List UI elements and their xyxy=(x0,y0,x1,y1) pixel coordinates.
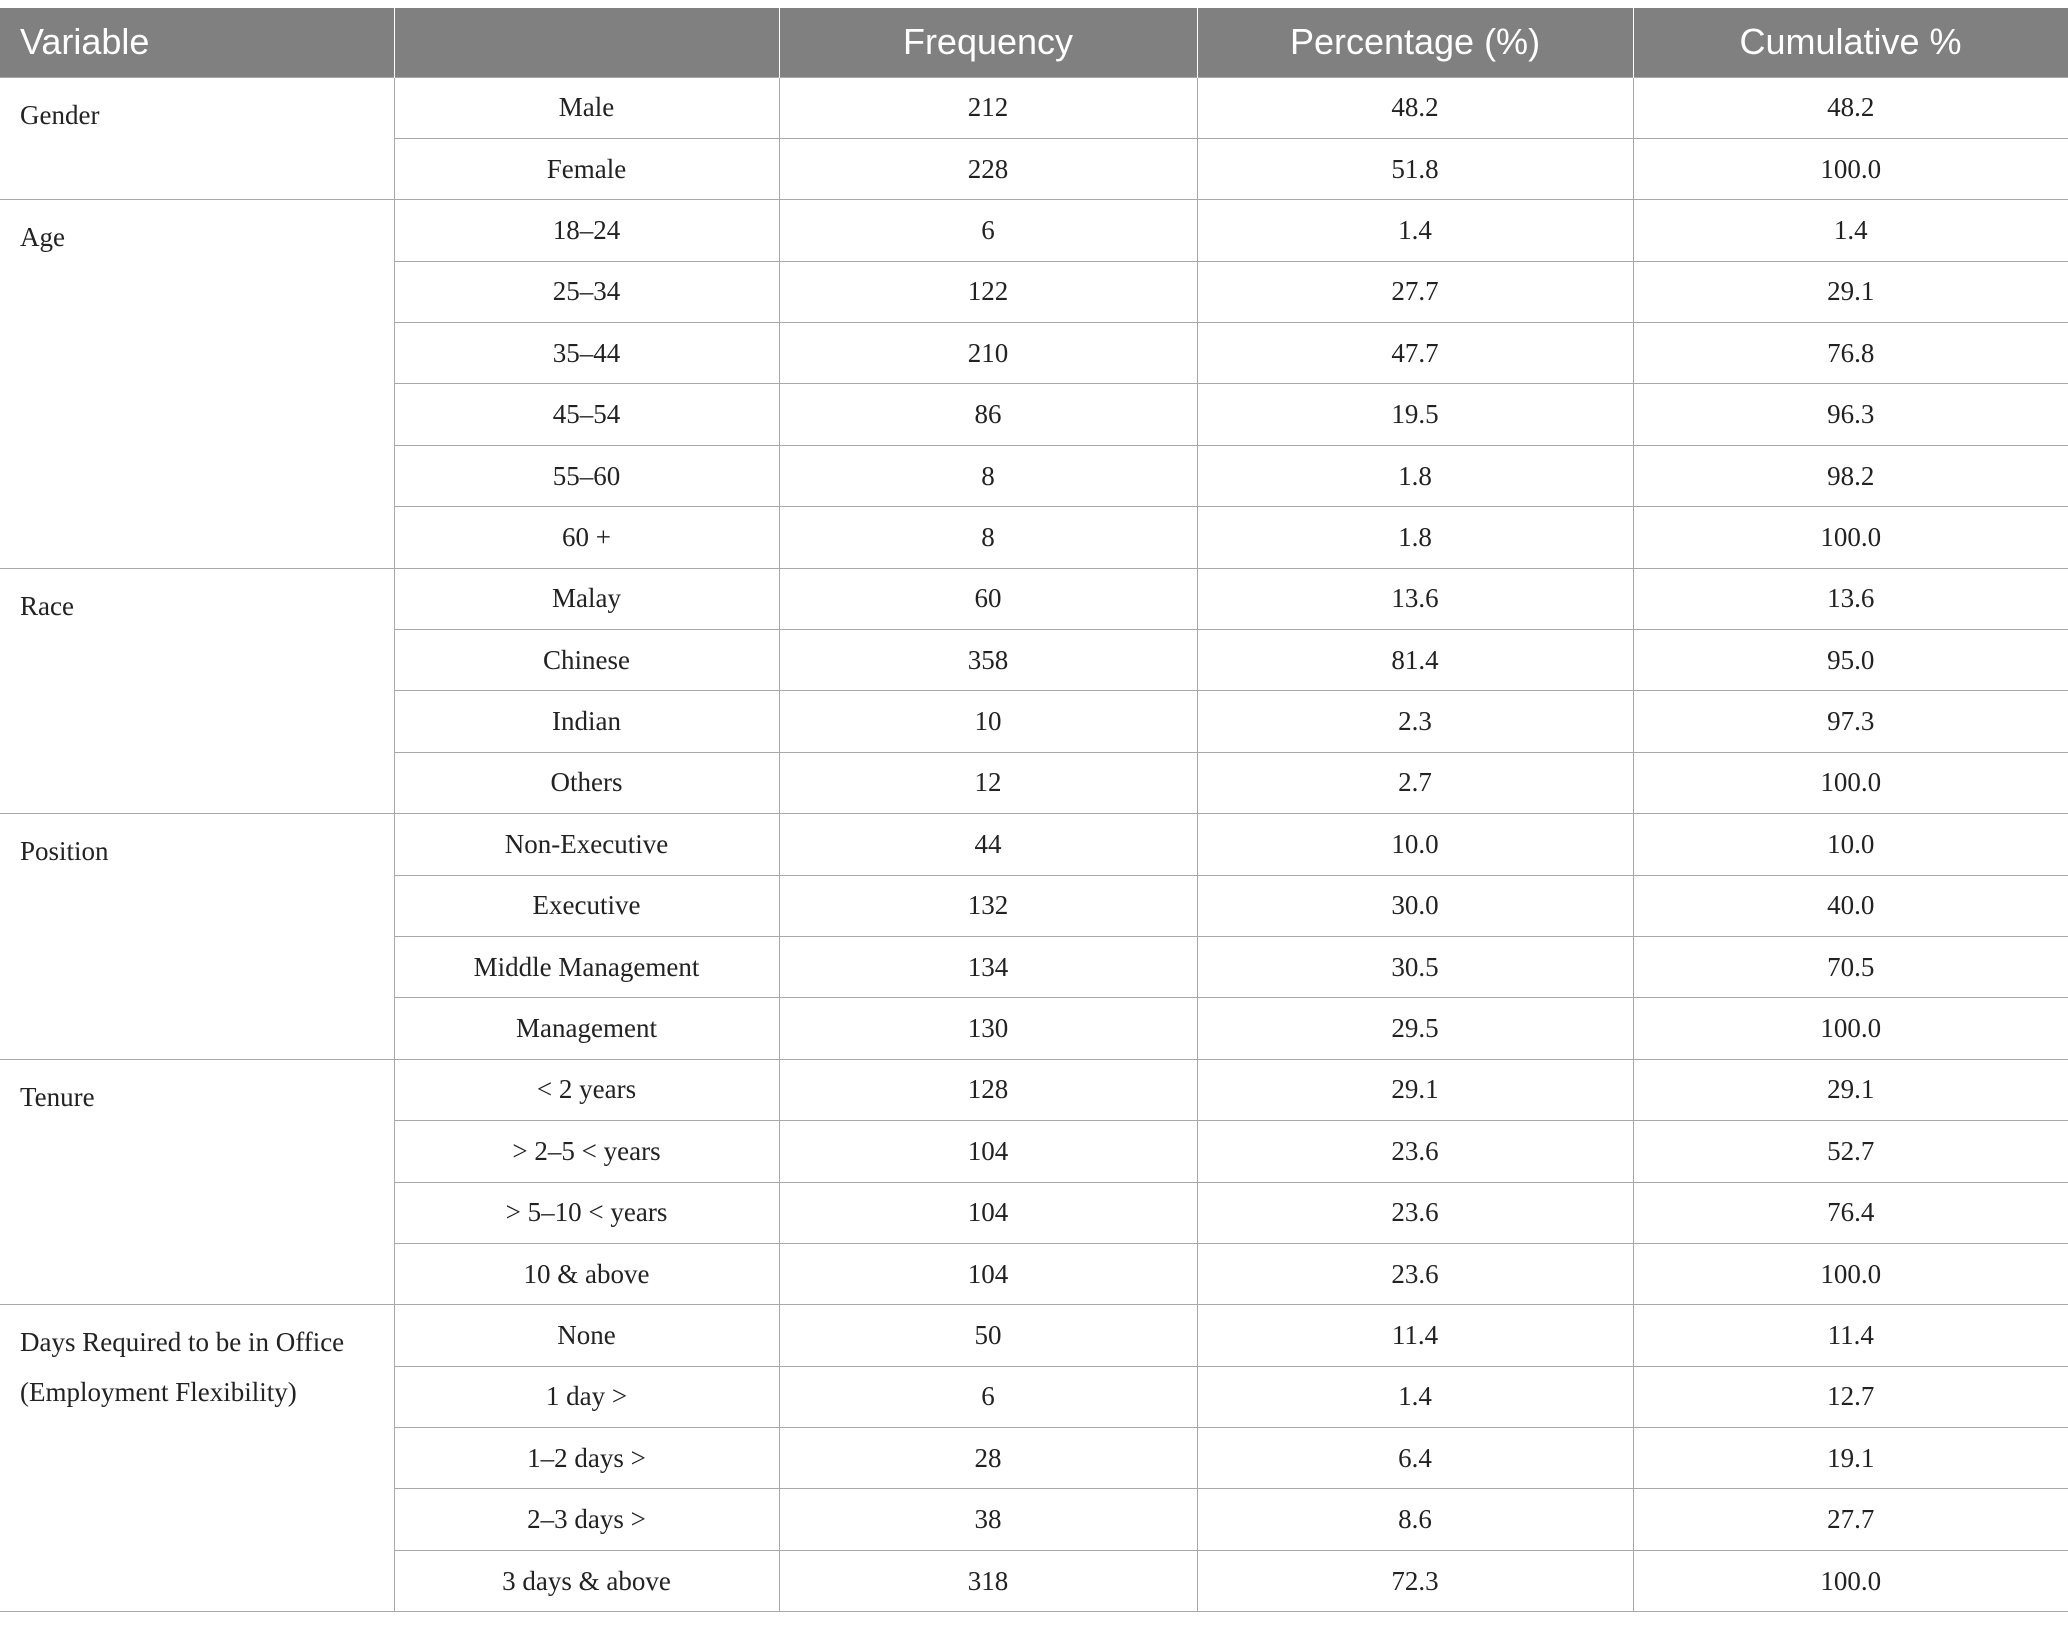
cumulative-cell: 95.0 xyxy=(1633,630,2068,691)
frequency-cell: 318 xyxy=(779,1550,1197,1611)
category-cell: 55–60 xyxy=(394,445,779,506)
cumulative-cell: 27.7 xyxy=(1633,1489,2068,1550)
category-cell: Male xyxy=(394,77,779,138)
category-cell: 45–54 xyxy=(394,384,779,445)
cumulative-cell: 96.3 xyxy=(1633,384,2068,445)
cumulative-cell: 40.0 xyxy=(1633,875,2068,936)
percentage-cell: 1.8 xyxy=(1197,445,1633,506)
header-frequency: Frequency xyxy=(779,8,1197,77)
header-cumulative: Cumulative % xyxy=(1633,8,2068,77)
variable-cell: Age xyxy=(0,200,394,568)
frequency-cell: 130 xyxy=(779,998,1197,1059)
percentage-cell: 13.6 xyxy=(1197,568,1633,629)
table-row xyxy=(0,568,2068,629)
frequency-cell: 104 xyxy=(779,1121,1197,1182)
frequency-cell: 104 xyxy=(779,1243,1197,1304)
cumulative-cell: 29.1 xyxy=(1633,1059,2068,1120)
frequency-cell: 44 xyxy=(779,814,1197,875)
variable-cell: Days Required to be in Office (Employment Flexibility) xyxy=(0,1305,394,1612)
demographics-table xyxy=(0,8,2068,1612)
cumulative-cell: 98.2 xyxy=(1633,445,2068,506)
category-cell: Management xyxy=(394,998,779,1059)
frequency-cell: 50 xyxy=(779,1305,1197,1366)
category-cell: 3 days & above xyxy=(394,1550,779,1611)
category-cell: 1–2 days > xyxy=(394,1428,779,1489)
frequency-cell: 86 xyxy=(779,384,1197,445)
frequency-cell: 60 xyxy=(779,568,1197,629)
table-row xyxy=(0,1305,2068,1366)
percentage-cell: 2.7 xyxy=(1197,752,1633,813)
frequency-cell: 122 xyxy=(779,261,1197,322)
header-category xyxy=(394,8,779,77)
cumulative-cell: 76.8 xyxy=(1633,323,2068,384)
cumulative-cell: 29.1 xyxy=(1633,261,2068,322)
percentage-cell: 29.1 xyxy=(1197,1059,1633,1120)
percentage-cell: 11.4 xyxy=(1197,1305,1633,1366)
category-cell: Executive xyxy=(394,875,779,936)
frequency-cell: 8 xyxy=(779,507,1197,568)
category-cell: 25–34 xyxy=(394,261,779,322)
percentage-cell: 2.3 xyxy=(1197,691,1633,752)
percentage-cell: 1.4 xyxy=(1197,200,1633,261)
category-cell: 18–24 xyxy=(394,200,779,261)
percentage-cell: 23.6 xyxy=(1197,1182,1633,1243)
table-row xyxy=(0,200,2068,261)
percentage-cell: 6.4 xyxy=(1197,1428,1633,1489)
category-cell: > 2–5 < years xyxy=(394,1121,779,1182)
frequency-cell: 28 xyxy=(779,1428,1197,1489)
frequency-cell: 210 xyxy=(779,323,1197,384)
frequency-cell: 6 xyxy=(779,1366,1197,1427)
percentage-cell: 8.6 xyxy=(1197,1489,1633,1550)
variable-cell: Tenure xyxy=(0,1059,394,1305)
frequency-cell: 128 xyxy=(779,1059,1197,1120)
cumulative-cell: 12.7 xyxy=(1633,1366,2068,1427)
cumulative-cell: 100.0 xyxy=(1633,138,2068,199)
percentage-cell: 1.8 xyxy=(1197,507,1633,568)
category-cell: 10 & above xyxy=(394,1243,779,1304)
percentage-cell: 27.7 xyxy=(1197,261,1633,322)
cumulative-cell: 48.2 xyxy=(1633,77,2068,138)
table-header xyxy=(0,8,2068,77)
frequency-cell: 10 xyxy=(779,691,1197,752)
cumulative-cell: 52.7 xyxy=(1633,1121,2068,1182)
percentage-cell: 23.6 xyxy=(1197,1121,1633,1182)
frequency-cell: 104 xyxy=(779,1182,1197,1243)
category-cell: 2–3 days > xyxy=(394,1489,779,1550)
frequency-cell: 212 xyxy=(779,77,1197,138)
frequency-cell: 6 xyxy=(779,200,1197,261)
percentage-cell: 48.2 xyxy=(1197,77,1633,138)
cumulative-cell: 100.0 xyxy=(1633,1550,2068,1611)
variable-cell: Race xyxy=(0,568,394,814)
cumulative-cell: 100.0 xyxy=(1633,752,2068,813)
percentage-cell: 72.3 xyxy=(1197,1550,1633,1611)
category-cell: Non-Executive xyxy=(394,814,779,875)
frequency-cell: 228 xyxy=(779,138,1197,199)
category-cell: 60 + xyxy=(394,507,779,568)
category-cell: 35–44 xyxy=(394,323,779,384)
category-cell: Chinese xyxy=(394,630,779,691)
cumulative-cell: 100.0 xyxy=(1633,998,2068,1059)
header-percentage: Percentage (%) xyxy=(1197,8,1633,77)
header-variable: Variable xyxy=(0,8,394,77)
category-cell: < 2 years xyxy=(394,1059,779,1120)
percentage-cell: 10.0 xyxy=(1197,814,1633,875)
category-cell: Malay xyxy=(394,568,779,629)
category-cell: > 5–10 < years xyxy=(394,1182,779,1243)
percentage-cell: 30.0 xyxy=(1197,875,1633,936)
table-row xyxy=(0,1059,2068,1120)
variable-cell: Position xyxy=(0,814,394,1060)
table-row xyxy=(0,814,2068,875)
percentage-cell: 23.6 xyxy=(1197,1243,1633,1304)
percentage-cell: 47.7 xyxy=(1197,323,1633,384)
category-cell: Indian xyxy=(394,691,779,752)
cumulative-cell: 100.0 xyxy=(1633,1243,2068,1304)
table-body xyxy=(0,77,2068,1612)
header-row xyxy=(0,8,2068,77)
cumulative-cell: 76.4 xyxy=(1633,1182,2068,1243)
category-cell: Female xyxy=(394,138,779,199)
category-cell: Others xyxy=(394,752,779,813)
frequency-cell: 12 xyxy=(779,752,1197,813)
cumulative-cell: 19.1 xyxy=(1633,1428,2068,1489)
frequency-cell: 134 xyxy=(779,936,1197,997)
frequency-cell: 132 xyxy=(779,875,1197,936)
frequency-cell: 358 xyxy=(779,630,1197,691)
cumulative-cell: 97.3 xyxy=(1633,691,2068,752)
table-row xyxy=(0,77,2068,138)
cumulative-cell: 10.0 xyxy=(1633,814,2068,875)
percentage-cell: 51.8 xyxy=(1197,138,1633,199)
category-cell: 1 day > xyxy=(394,1366,779,1427)
variable-cell: Gender xyxy=(0,77,394,200)
cumulative-cell: 70.5 xyxy=(1633,936,2068,997)
frequency-cell: 8 xyxy=(779,445,1197,506)
percentage-cell: 1.4 xyxy=(1197,1366,1633,1427)
percentage-cell: 81.4 xyxy=(1197,630,1633,691)
cumulative-cell: 13.6 xyxy=(1633,568,2068,629)
cumulative-cell: 11.4 xyxy=(1633,1305,2068,1366)
category-cell: None xyxy=(394,1305,779,1366)
percentage-cell: 29.5 xyxy=(1197,998,1633,1059)
frequency-cell: 38 xyxy=(779,1489,1197,1550)
cumulative-cell: 1.4 xyxy=(1633,200,2068,261)
percentage-cell: 30.5 xyxy=(1197,936,1633,997)
cumulative-cell: 100.0 xyxy=(1633,507,2068,568)
category-cell: Middle Management xyxy=(394,936,779,997)
percentage-cell: 19.5 xyxy=(1197,384,1633,445)
